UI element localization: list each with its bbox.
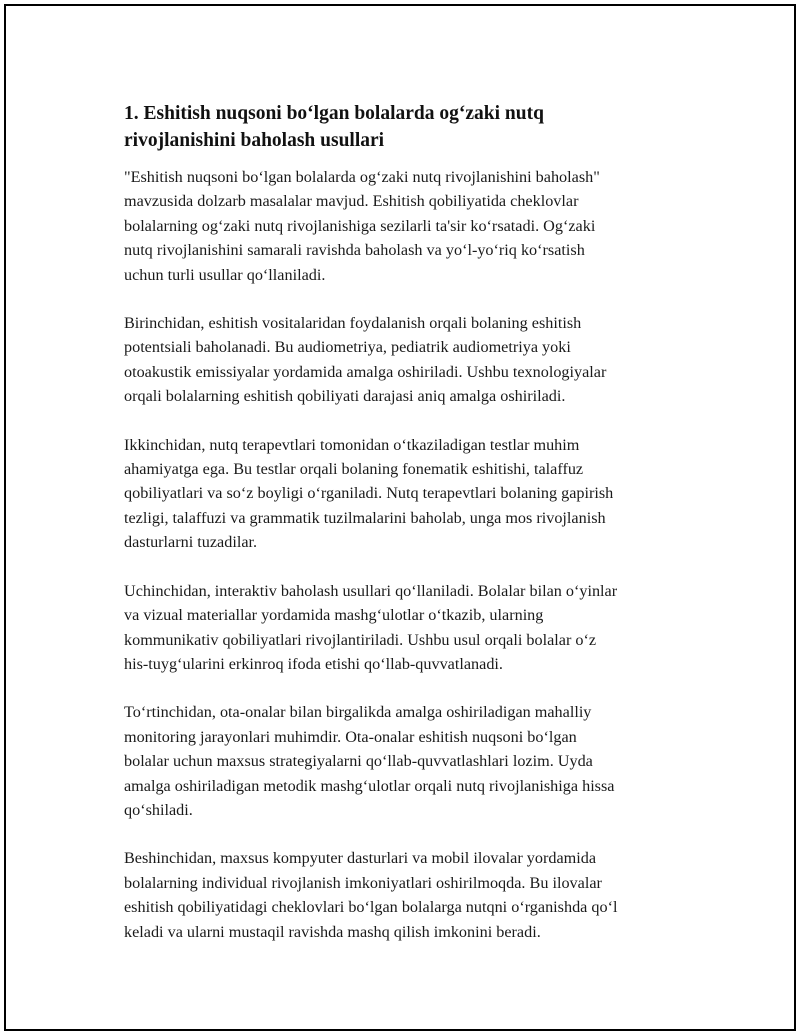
title-line: rivojlanishini baholash usullari	[124, 130, 385, 151]
paragraph-line: bolalarning og‘zaki nutq rivojlanishiga sezilarli ta'sir ko‘rsatadi. Og‘zaki	[124, 216, 596, 235]
body-paragraph	[124, 165, 690, 287]
paragraph-line: To‘rtinchidan, ota-onalar bilan birgalikda amalga oshiriladigan mahalliy	[124, 703, 592, 722]
paragraph-line: monitoring jarayonlari muhimdir. Ota-onalar eshitish nuqsoni bo‘lgan	[124, 727, 577, 746]
section-title	[124, 100, 690, 154]
paragraph-line: bolalarning individual rivojlanish imkoniyatlari oshirilmoqda. Bu ilovalar	[124, 873, 602, 892]
body-paragraph	[124, 311, 690, 409]
paragraph-list	[124, 165, 690, 944]
paragraph-line: tezligi, talaffuzi va grammatik tuzilmalarini baholab, unga mos rivojlanish	[124, 508, 606, 527]
paragraph-line: otoakustik emissiyalar yordamida amalga oshiriladi. Ushbu texnologiyalar	[124, 362, 607, 381]
paragraph-line: bolalar uchun maxsus strategiyalarni qo‘llab-quvvatlashlari lozim. Uyda	[124, 752, 593, 771]
paragraph-line: orqali bolalarning eshitish qobiliyati darajasi aniq amalga oshiriladi.	[124, 387, 566, 406]
paragraph-line: va vizual materiallar yordamida mashg‘ulotlar o‘tkazib, ularning	[124, 606, 544, 625]
paragraph-line: eshitish qobiliyatidagi cheklovlari bo‘lgan bolalarga nutqni o‘rganishda qo‘l	[124, 898, 618, 917]
paragraph-line: kommunikativ qobiliyatlari rivojlantiriladi. Ushbu usul orqali bolalar o‘z	[124, 630, 597, 649]
paragraph-line: qo‘shiladi.	[124, 800, 193, 819]
paragraph-line: nutq rivojlanishini samarali ravishda baholash va yo‘l-yo‘riq ko‘rsatish	[124, 241, 585, 260]
body-paragraph	[124, 700, 690, 822]
paragraph-line: qobiliyatlari va so‘z boyligi o‘rganiladi. Nutq terapevtlari bolaning gapirish	[124, 484, 614, 503]
paragraph-line: keladi va ularni mustaqil ravishda mashq qilish imkonini beradi.	[124, 922, 541, 941]
paragraph-line: Ikkinchidan, nutq terapevtlari tomonidan o‘tkaziladigan testlar muhim	[124, 435, 580, 454]
paragraph-line: mavzusida dolzarb masalalar mavjud. Eshitish qobiliyatida cheklovlar	[124, 192, 579, 211]
document-body	[124, 100, 690, 968]
paragraph-line: dasturlarni tuzadilar.	[124, 533, 258, 552]
page-frame	[4, 4, 796, 1031]
paragraph-line: Birinchidan, eshitish vositalaridan foydalanish orqali bolaning eshitish	[124, 314, 582, 333]
paragraph-line: "Eshitish nuqsoni bo‘lgan bolalarda og‘zaki nutq rivojlanishini baholash"	[124, 168, 600, 186]
body-paragraph	[124, 846, 690, 944]
paragraph-line: ahamiyatga ega. Bu testlar orqali bolaning fonematik eshitishi, talaffuz	[124, 460, 584, 479]
paragraph-line: Beshinchidan, maxsus kompyuter dasturlari va mobil ilovalar yordamida	[124, 849, 597, 868]
body-paragraph	[124, 433, 690, 555]
body-paragraph	[124, 579, 690, 677]
paragraph-line: Uchinchidan, interaktiv baholash usullari qo‘llaniladi. Bolalar bilan o‘yinlar	[124, 581, 618, 600]
paragraph-line: uchun turli usullar qo‘llaniladi.	[124, 265, 326, 284]
paragraph-line: potentsiali baholanadi. Bu audiometriya, pediatrik audiometriya yoki	[124, 338, 571, 357]
paragraph-line: amalga oshiriladigan metodik mashg‘ulotlar orqali nutq rivojlanishiga hissa	[124, 776, 615, 795]
title-line: 1. Eshitish nuqsoni bo‘lgan bolalarda og‘zaki nutq	[124, 103, 544, 124]
paragraph-line: his-tuyg‘ularini erkinroq ifoda etishi qo‘llab-quvvatlanadi.	[124, 654, 503, 673]
